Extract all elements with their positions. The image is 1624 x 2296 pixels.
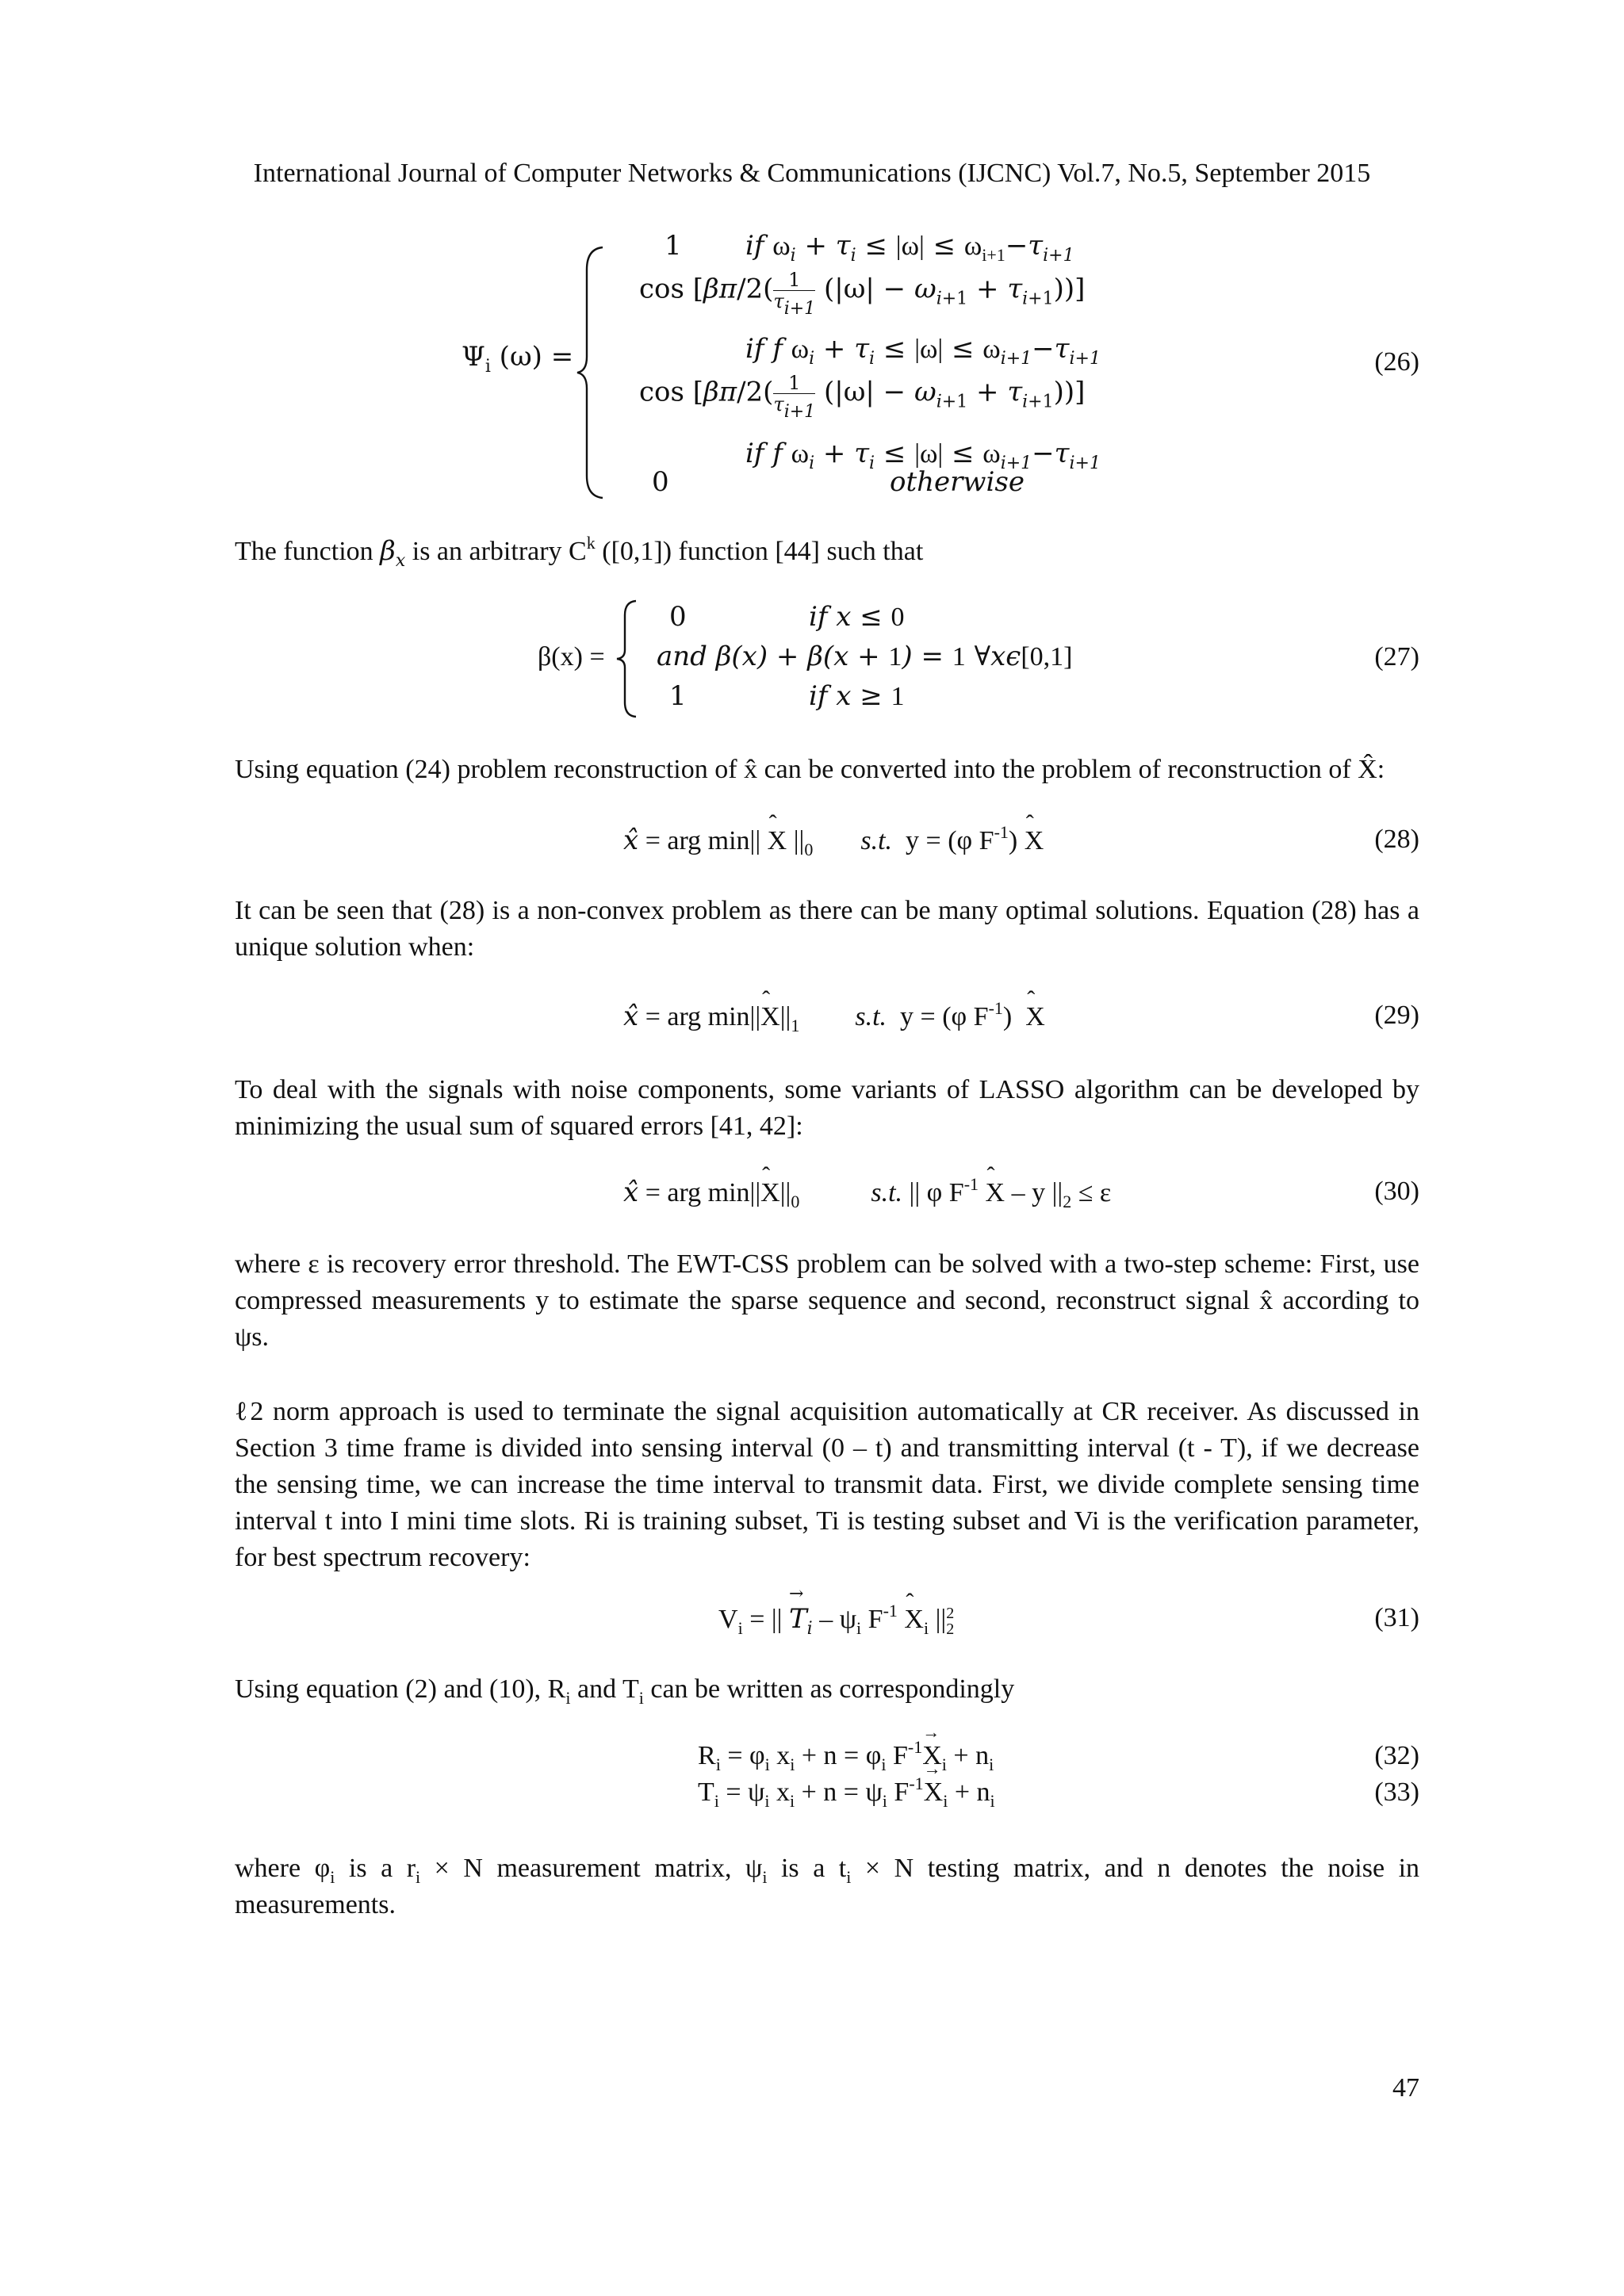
eq26-row4-a: cos [βπ/2( $\frac{1}{\tau_{i+1}}$ $(|\omega| - \omega_{i+1} + \tau_{i+1})$)]	[639, 372, 1086, 422]
eq32-number: (32)	[1374, 1741, 1419, 1770]
eq26-row3-b: if f $\omega_i + \tau_i \le |\omega| \le \omega_{i+1}-\tau_{i+1}$	[745, 333, 1101, 369]
eq27-brace	[615, 599, 639, 718]
eq30-body: x̂ = arg min||ˆ $X||_0$ s.t. || φ $F^{-1}$ ˆ X – y $||_2 \le \varepsilon$	[623, 1177, 1111, 1208]
equation-30	[0, 1174, 1624, 1213]
equation-28	[0, 822, 1624, 861]
paragraph-where-phi: where $\varphi_i$ is a $r_i \times N$ measurement matrix, $\psi_i$ is a $t_i \times N$ testing matrix, and n denotes the noise in measurements.	[235, 1854, 1420, 1919]
eq28-number: (28)	[1374, 825, 1419, 854]
paragraph-using-eq24: Using equation (24) problem reconstruction of x̂ can be converted into the problem of reconstruction of X̂:	[235, 755, 1385, 784]
eq26-brace	[576, 246, 607, 499]
eq27-row1-a: 0	[669, 601, 687, 633]
eq26-row5-b: if f $\omega_i + \tau_i \le |\omega| \le \omega_{i+1}-\tau_{i+1}$	[745, 438, 1101, 473]
eq27-number: (27)	[1374, 642, 1419, 672]
equation-33	[0, 1774, 1624, 1814]
eq28-body: x̂ = arg min|| ˆ X $||_0$ s.t. y = (φ $F^{-1}$) ˆ X	[623, 825, 1044, 856]
eq27-row3-a: 1	[669, 680, 687, 712]
eq29-number: (29)	[1374, 1001, 1419, 1030]
equation-31	[0, 1603, 1624, 1643]
paragraph-using-eq2-eq10: Using equation (2) and (10), $R_i$ and $T_i$ can be written as correspondingly	[235, 1674, 1015, 1708]
paragraph-beta-function: The function $\beta_x$ is an arbitrary $C^k$ ([0,1]) function [44] such that	[235, 533, 924, 571]
equation-26	[0, 230, 1624, 499]
paragraph-non-convex: It can be seen that (28) is a non-convex problem as there can be many optimal solutions. Equation (28) has a unique solution when:	[235, 896, 1419, 962]
eq27-row1-b: if x ≤ 0	[809, 601, 905, 633]
eq26-number: (26)	[1374, 347, 1419, 377]
paragraph-lasso: To deal with the signals with noise components, some variants of LASSO algorithm can be developed by minimizing the usual sum of squared errors [41, 42]:	[235, 1075, 1419, 1141]
eq26-row6-b: otherwise	[890, 466, 1025, 498]
paragraph-l2-norm: ℓ2 norm approach is used to terminate the signal acquisition automatically at CR receiver. As discussed in Section 3 time frame is divided into sensing interval (0 – t) and transmitting interval (t - T), if we decrease the sensing time, we can increase the time interval to transmit data. First, we divide complete sensing time interval t into I mini time slots. Ri is training subset, Ti is testing subset and Vi is the verification parameter, for best spectrum recovery:	[235, 1397, 1419, 1572]
eq27-row2-a: and β(x) + β(x + 1) = 1 ∀xϵ[0,1]	[657, 641, 1073, 672]
eq33-body: $T_i = \psi_i$ $x_i + n = \psi_i$ $F^{-1}\to X_i + n_i$	[698, 1777, 995, 1808]
eq26-row2-a: cos [βπ/2( $\frac{1}{\tau_{i+1}}$ $(|\omega| - \omega_{i+1} + \tau_{i+1})$)]	[639, 269, 1086, 319]
eq29-body: x̂ = arg min||ˆ $X||_1$ s.t. y = (φ $F^{-1}$) ˆ X	[623, 1001, 1045, 1032]
paragraph-where-epsilon: where ε is recovery error threshold. The EWT-CSS problem can be solved with a two-step scheme: First, use compressed measurements y to estimate the sparse sequence and second, reconstruct signal x̂ according to ψs.	[235, 1249, 1419, 1352]
eq31-body: $V_i$ = || → $T_i - \psi_i$ $F^{-1}$ ˆ $X_i$ || 2 2	[718, 1603, 954, 1637]
eq26-row1-b: if $\omega_i + \tau_i \le |\omega| \le \omega_{i+1}-\tau_{i+1}$	[745, 230, 1074, 266]
equation-32	[0, 1737, 1624, 1777]
eq31-number: (31)	[1374, 1603, 1419, 1632]
eq30-number: (30)	[1374, 1177, 1419, 1206]
running-header: International Journal of Computer Networks & Communications (IJCNC) Vol.7, No.5, September 2015	[253, 159, 1371, 188]
equation-29	[0, 998, 1624, 1037]
equation-27	[0, 596, 1624, 723]
eq26-lhs: $\Psi_i$ (ω) =	[462, 341, 574, 377]
eq32-body: $R_i = \varphi_i$ $x_i + n = \varphi_i$ $F^{-1}\to X_i + n_i$	[698, 1741, 994, 1771]
eq33-number: (33)	[1374, 1777, 1419, 1807]
page-number: 47	[1392, 2073, 1419, 2103]
eq26-row6-a: 0	[652, 466, 669, 498]
eq27-row3-b: if x ≥ 1	[809, 680, 905, 712]
eq26-row1-a: 1	[665, 230, 682, 262]
eq27-lhs: β(x) =	[538, 642, 605, 672]
